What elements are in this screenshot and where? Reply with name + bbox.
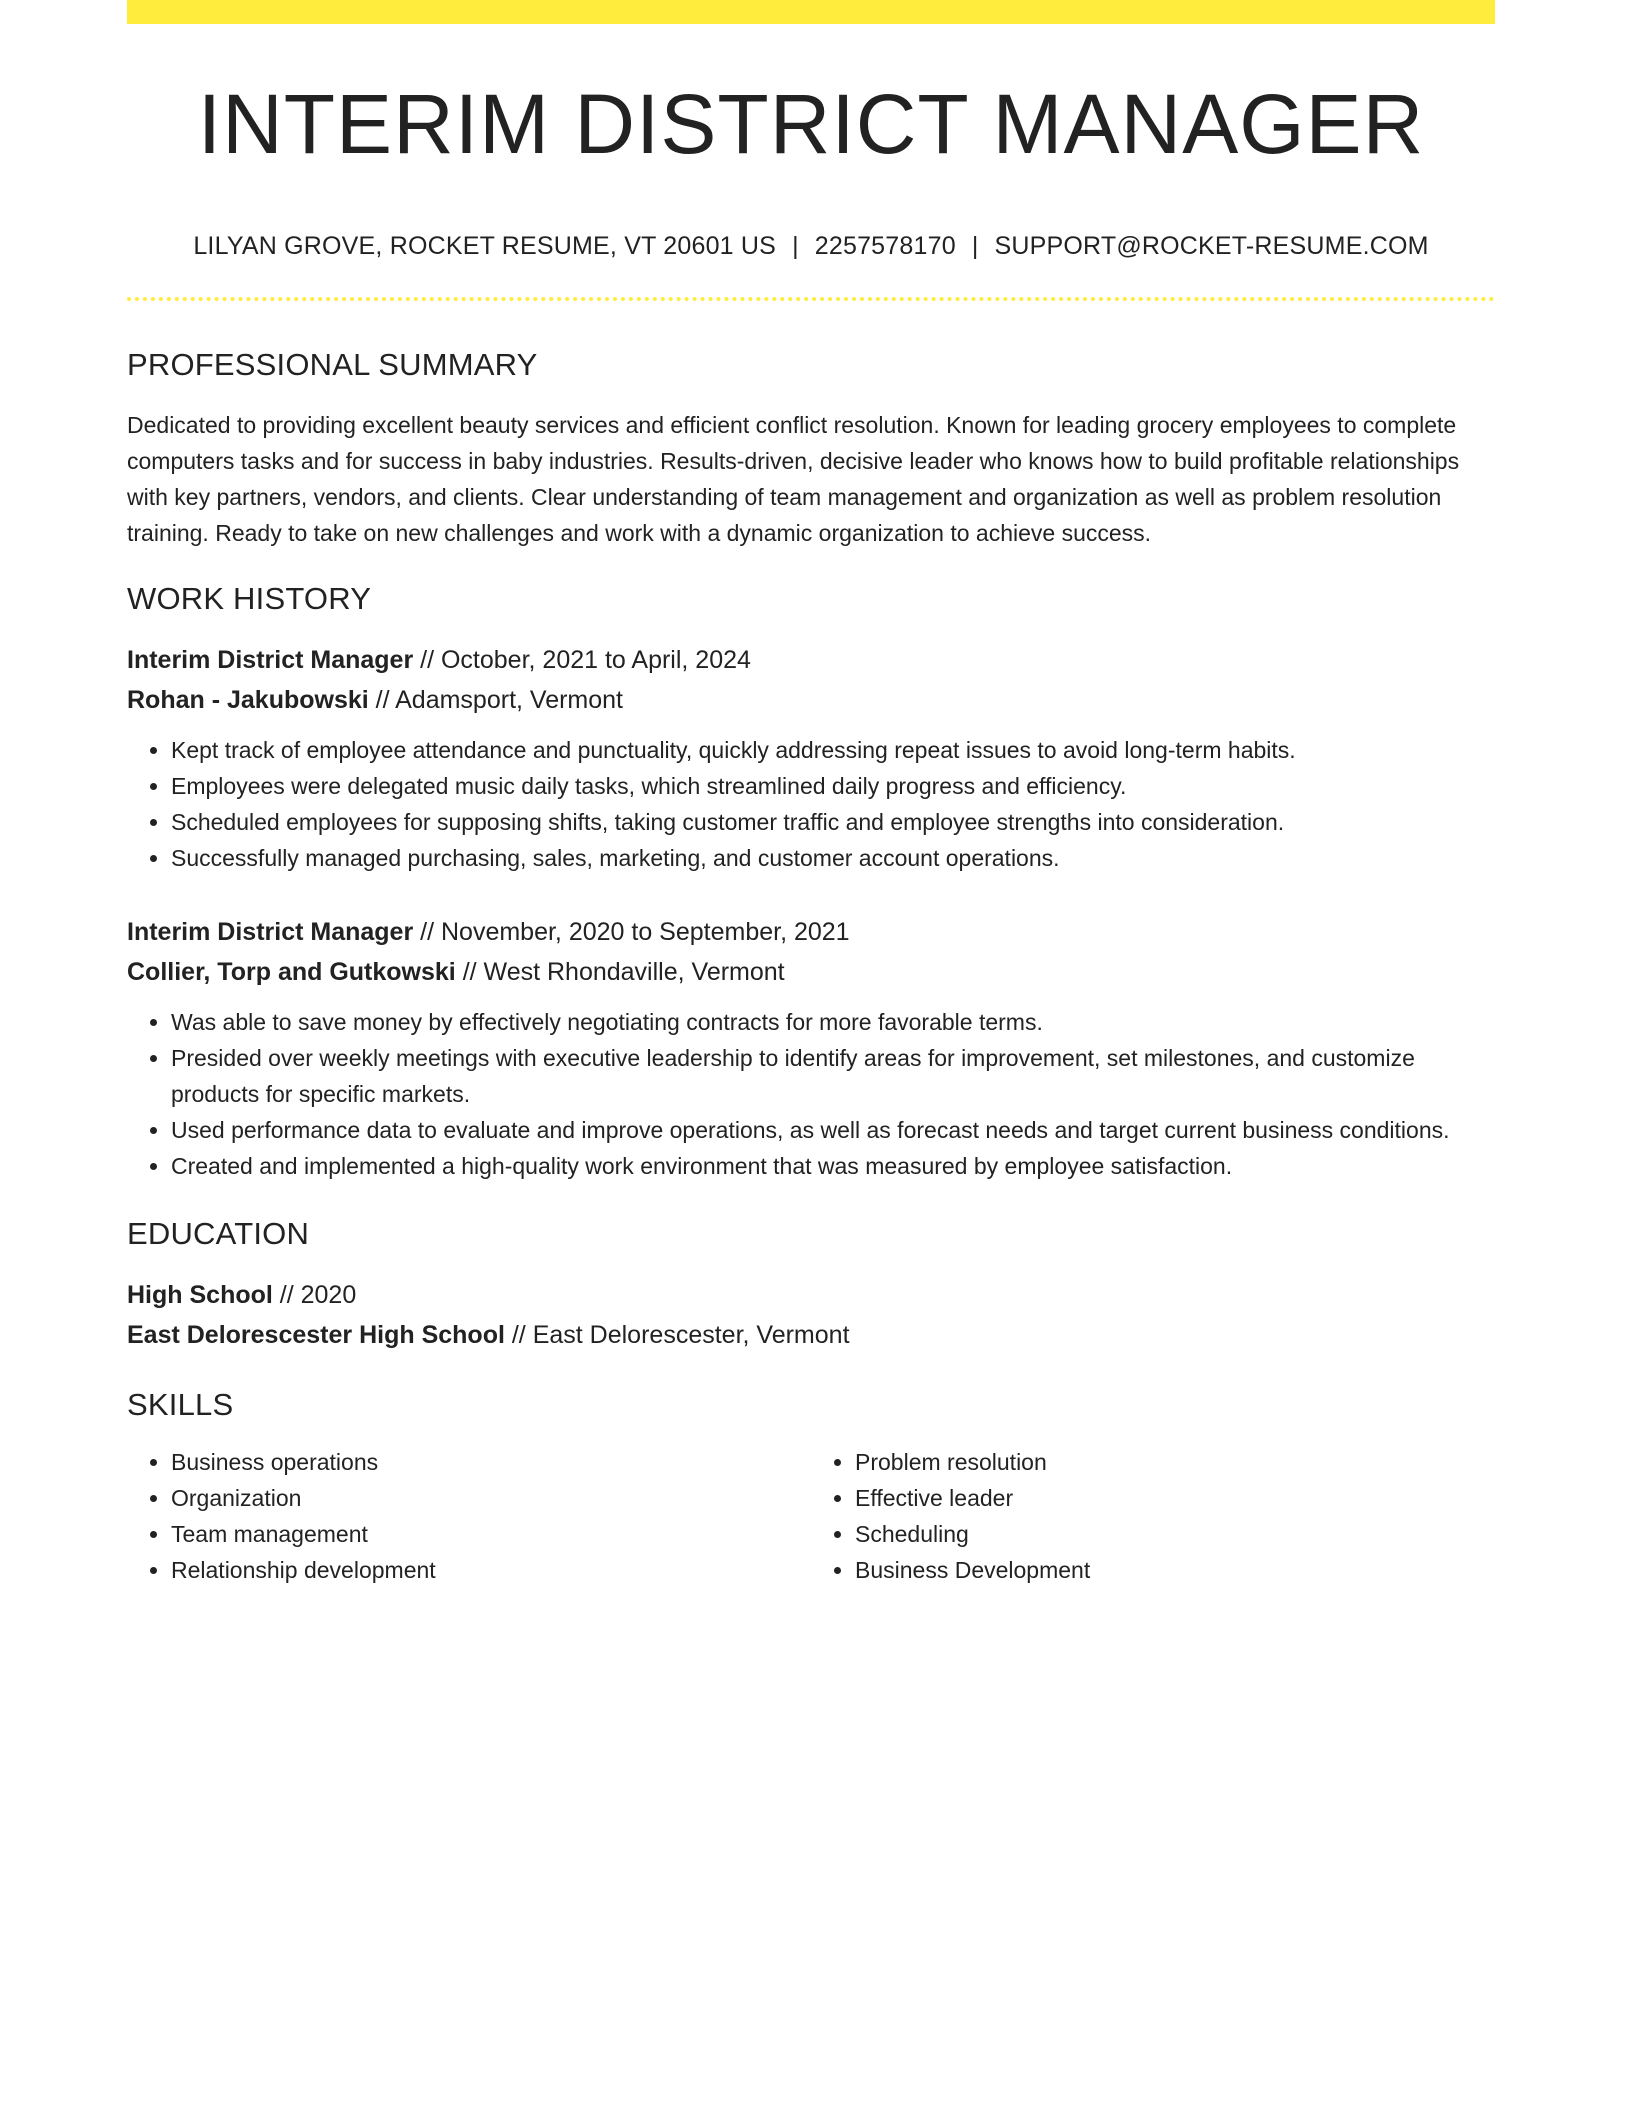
skill-item: • Business operations [171,1444,811,1480]
job-location: Adamsport, Vermont [395,686,624,714]
job-company: Collier, Torp and Gutkowski [127,958,456,986]
contact-separator: | [792,232,799,260]
skills-list [811,1444,1495,1588]
job-position: Interim District Manager [127,918,414,946]
job-bullets [127,732,1495,876]
job-dates: November, 2020 to September, 2021 [440,918,850,946]
job-title-line [127,912,1495,952]
job-delimiter: // [413,646,441,674]
job-location: West Rhondaville, Vermont [483,958,785,986]
education-school: East Delorescester High School [127,1321,505,1349]
section-title-work-history: WORK HISTORY [127,581,372,616]
education-degree-line [127,1275,1495,1315]
education-year: 2020 [300,1281,357,1309]
job-entry [127,912,1495,1184]
job-entry [127,640,1495,876]
skill-item: • Effective leader [855,1480,1495,1516]
contact-email: SUPPORT@ROCKET-RESUME.COM [994,232,1429,260]
job-bullet: • Created and implemented a high-quality work environment that was measured by employee satisfaction. [171,1148,1495,1184]
job-bullet: • Scheduled employees for supposing shifts, taking customer traffic and employee strengths into consideration. [171,804,1495,840]
summary-text: Dedicated to providing excellent beauty services and efficient conflict resolution. Known for leading grocery employees to complete computers tasks and for success in baby industries. Results-driven, decisive leader who knows how to build profitable relationships with key partners, vendors, and clients. Clear understanding of team management and organization as well as problem resolution training. Ready to take on new challenges and work with a dynamic organization to achieve success. [127,412,1460,546]
skill-item: • Organization [171,1480,811,1516]
job-company-line [127,952,1495,992]
skill-item: • Relationship development [171,1552,811,1588]
job-dates: October, 2021 to April, 2024 [440,646,751,674]
education-school-line [127,1315,1495,1355]
skill-item: • Problem resolution [855,1444,1495,1480]
section-title-education: EDUCATION [127,1216,310,1251]
job-position: Interim District Manager [127,646,414,674]
job-delimiter: // [413,918,441,946]
skills-grid [127,1444,1495,1588]
job-bullet: • Was able to save money by effectively negotiating contracts for more favorable terms. [171,1004,1495,1040]
skill-item: • Business Development [855,1552,1495,1588]
job-bullet: • Employees were delegated music daily tasks, which streamlined daily progress and efficiency. [171,768,1495,804]
accent-top-bar [127,0,1495,24]
skill-item: • Team management [171,1516,811,1552]
job-bullet: • Presided over weekly meetings with executive leadership to identify areas for improvement, set milestones, and customize products for specific markets. [171,1040,1495,1112]
resume-page [127,0,1495,1588]
education-entry [127,1275,1495,1355]
skills-column-right [811,1444,1495,1588]
job-bullet: • Successfully managed purchasing, sales, marketing, and customer account operations. [171,840,1495,876]
job-bullets [127,1004,1495,1184]
job-company-line [127,680,1495,720]
job-delimiter: // [368,686,396,714]
dotted-divider [127,297,1495,301]
skills-list [127,1444,811,1588]
contact-separator: | [971,232,979,260]
job-title-line [127,640,1495,680]
contact-address: LILYAN GROVE, ROCKET RESUME, VT 20601 US [193,232,777,260]
skill-item: • Scheduling [855,1516,1495,1552]
skills-column-left [127,1444,811,1588]
section-title-summary: PROFESSIONAL SUMMARY [127,347,538,382]
job-bullet: • Kept track of employee attendance and punctuality, quickly addressing repeat issues to avoid long-term habits. [171,732,1495,768]
job-bullet: • Used performance data to evaluate and improve operations, as well as forecast needs and target current business conditions. [171,1112,1495,1148]
education-delimiter: // [272,1281,301,1309]
job-delimiter: // [455,958,484,986]
education-delimiter: // [504,1321,533,1349]
education-location: East Delorescester, Vermont [532,1321,850,1349]
contact-line [127,234,1495,259]
job-company: Rohan - Jakubowski [127,686,369,714]
contact-phone: 2257578170 [814,232,956,260]
resume-name-title: INTERIM DISTRICT MANAGER [197,77,1425,171]
section-title-skills: SKILLS [127,1387,234,1422]
education-degree: High School [127,1281,273,1309]
